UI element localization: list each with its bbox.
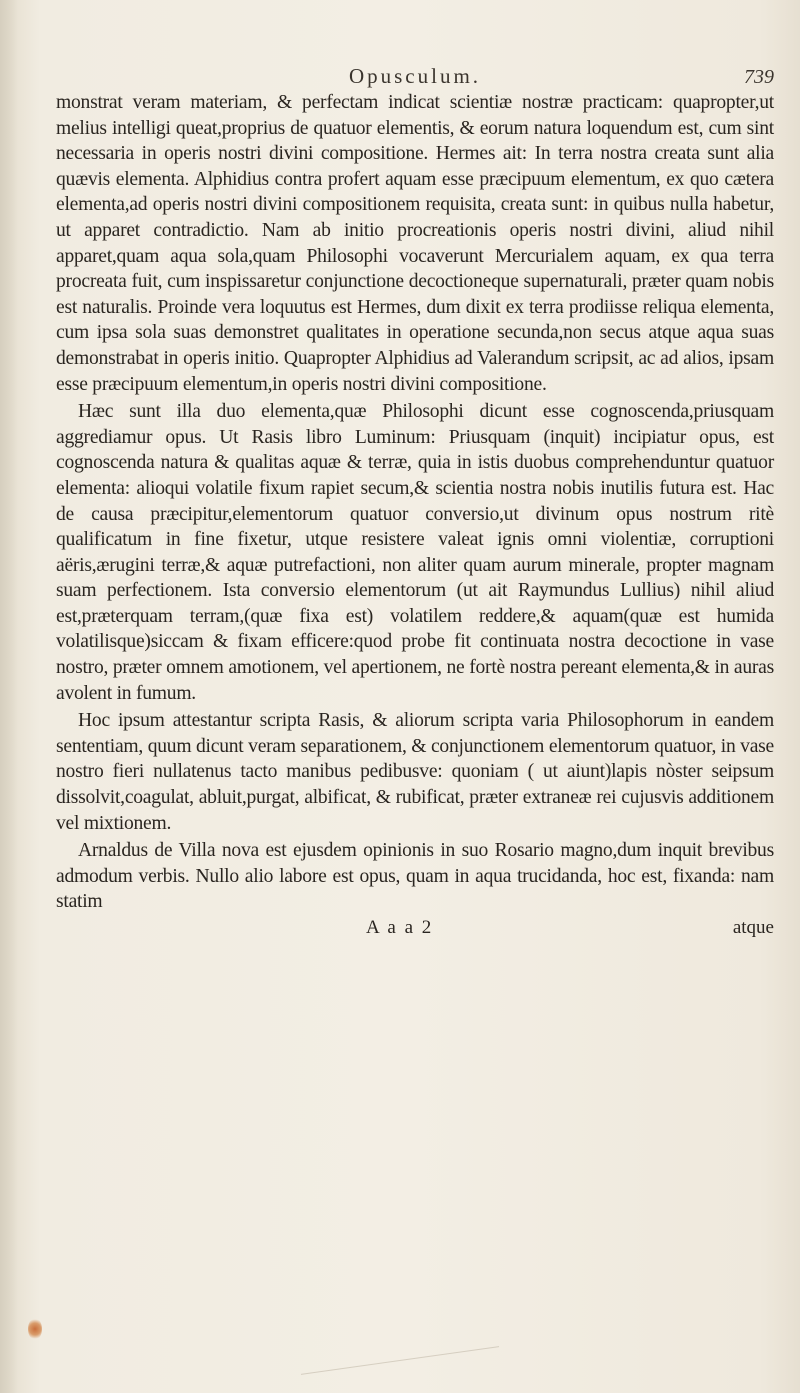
page-header	[56, 64, 774, 90]
paragraph-2: Hæc sunt illa duo elementa,quæ Philosophi dicunt esse cognoscenda,priusquam aggrediamur opus. Ut Rasis libro Luminum: Priusquam (inquit) incipiatur opus, est cognoscenda natura & qualitas aquæ & terræ, quia in istis duobus comprehenduntur quatuor elementa: alioqui volatile fixum rapiet secum,& scientia nostra nobis inutilis futura est. Hac de causa præcipitur,elementorum quatuor conversio,ut divinum opus nostrum ritè qualificatum in fine fixetur, utque resistere valeat ignis omni violentiæ, corruptioni aëris,ærugini terræ,& aquæ putrefactioni, non aliter quam aurum minerale, propter magnam suam perfectionem. Ista conversio elementorum (ut ait Raymundus Lullius) nihil aliud est,præterquam terram,(quæ fixa est) volatilem reddere,& aquam(quæ est humida volatilisque)siccam & fixam efficere:quod probe fit continuata nostra decoctione in vase nostro, præter omnem amotionem, vel apertionem, ne fortè nostra pereant elementa,& in auras avolent in fumum.	[56, 401, 774, 704]
text-block	[56, 64, 774, 943]
catchword: atque	[732, 917, 774, 938]
running-head: Opusculum.	[348, 64, 482, 88]
paper-fold-line	[301, 1346, 499, 1375]
paragraph-3: Hoc ipsum attestantur scripta Rasis, & aliorum scripta varia Philosophorum in eandem sententiam, quum dicunt veram separationem, & conjunctionem elementorum quatuor, in vase nostro fieri nullatenus tacto manibus pedibusve: quoniam ( ut aiunt)lapis nòster seipsum dissolvit,coagulat, abluit,purgat, albificat, & rubificat, præter extraneæ rei cujusvis additionem vel mixtionem.	[56, 710, 774, 834]
ink-stain	[28, 1318, 42, 1340]
page-gutter-shadow	[0, 0, 18, 1393]
page-footer	[56, 917, 774, 943]
paragraph-1: monstrat veram materiam, & perfectam indicat scientiæ nostræ practicam: quapropter,ut melius intelligi queat,proprius de quatuor elementis, & eorum natura loquendum est, cum sint necessaria in operis nostri divini compositione. Hermes ait: In terra nostra creata sunt alia quævis elementa. Alphidius contra profert aquam esse præcipuum elementum, ex quo cætera elementa,ad operis nostri divini compositionem requisita, creata sunt: in quibus nulla habetur, ut apparet contradictio. Nam ab initio procreationis operis nostri divini, aliud nihil apparet,quam aqua sola,quam Philosophi vocaverunt Mercurialem aquam, ex qua terra procreata fuit, cum inspissaretur conjunctione decoctioneque supernaturali, præter quam nobis est naturalis. Proinde vera loquutus est Hermes, dum dixit ex terra prodiisse reliqua elementa, cum ipsa sola suas demonstret qualitates in operatione secunda,non secus atque aqua suas demonstrabat in operis initio. Quapropter Alphidius ad Valerandum scripsit, ac ad alios, ipsam esse præcipuum elementum,in operis nostri divini compositione.	[56, 92, 774, 395]
signature-mark: A a a 2	[366, 917, 434, 938]
page-number: 739	[744, 66, 774, 88]
paragraph-4: Arnaldus de Villa nova est ejusdem opinionis in suo Rosario magno,dum inquit brevibus admodum verbis. Nullo alio labore est opus, quam in aqua trucidanda, hoc est, fixanda: nam statim	[56, 840, 774, 913]
